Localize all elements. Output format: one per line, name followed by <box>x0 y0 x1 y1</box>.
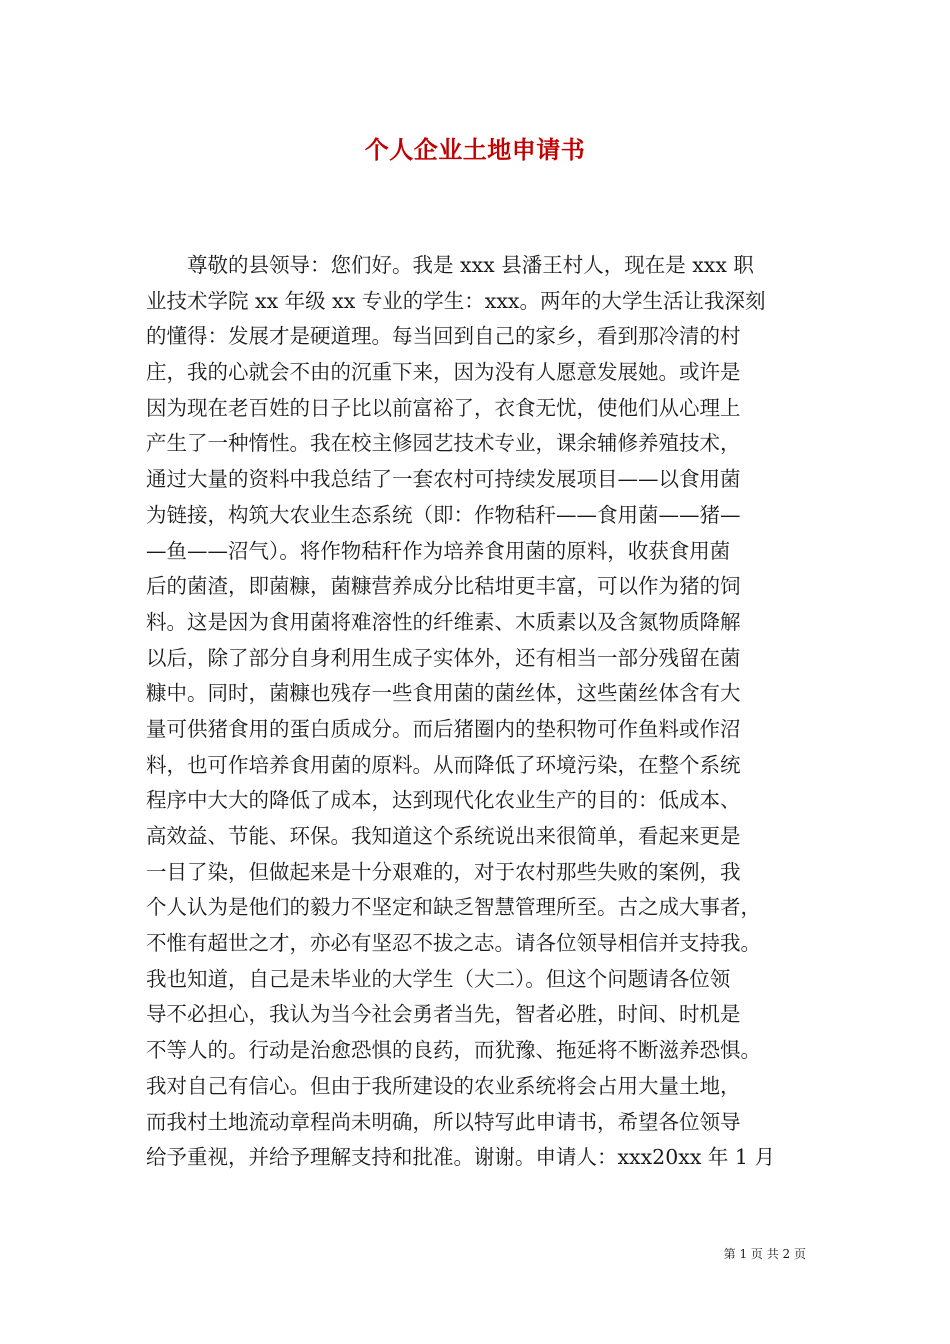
body-line: 糠中。同时，菌糠也残存一些食用菌的菌丝体，这些菌丝体含有大 <box>146 681 741 706</box>
document-title: 个人企业土地申请书 <box>364 135 586 164</box>
document-body <box>146 248 808 1176</box>
body-line: 导不必担心，我认为当今社会勇者当先，智者必胜，时间、时机是 <box>146 1002 741 1027</box>
body-line: 业技术学院 xx 年级 xx 专业的学生：xxx。两年的大学生活让我深刻 <box>146 288 766 313</box>
body-line: 给予重视，并给予理解支持和批准。谢谢。申请人：xxx20xx 年 1 月 <box>146 1145 775 1170</box>
body-line: 因为现在老百姓的日子比以前富裕了，衣食无忧，使他们从心理上 <box>146 395 741 420</box>
body-line: 而我村土地流动章程尚未明确，所以特写此申请书，希望各位领导 <box>146 1109 741 1134</box>
body-line: 通过大量的资料中我总结了一套农村可持续发展项目——以食用菌 <box>146 467 741 492</box>
body-line: 料。这是因为食用菌将难溶性的纤维素、木质素以及含氮物质降解 <box>146 609 741 634</box>
body-line: 量可供猪食用的蛋白质成分。而后猪圈内的垫积物可作鱼料或作沼 <box>146 716 741 741</box>
body-line: 尊敬的县领导：您们好。我是 xxx 县潘王村人，现在是 xxx 职 <box>187 253 754 277</box>
body-line: 的懂得：发展才是硬道理。每当回到自己的家乡，看到那冷清的村 <box>146 324 741 349</box>
page-number-footer: 第 1 页 共 2 页 <box>723 1247 806 1261</box>
body-line: 庄，我的心就会不由的沉重下来，因为没有人愿意发展她。或许是 <box>146 360 741 385</box>
body-line: 料，也可作培养食用菌的原料。从而降低了环境污染，在整个系统 <box>146 752 741 777</box>
body-line: 高效益、节能、环保。我知道这个系统说出来很简单，看起来更是 <box>146 824 741 848</box>
body-line: 程序中大大的降低了成本，达到现代化农业生产的目的：低成本、 <box>146 788 741 813</box>
body-line: 个人认为是他们的毅力不坚定和缺乏智慧管理所至。古之成大事者， <box>146 895 761 920</box>
body-line: 我也知道，自己是未毕业的大学生（大二）。但这个问题请各位领 <box>146 966 731 991</box>
body-line: 不惟有超世之才，亦必有坚忍不拔之志。请各位领导相信并支持我。 <box>146 931 761 956</box>
body-line: 我对自己有信心。但由于我所建设的农业系统将会占用大量土地， <box>146 1073 741 1098</box>
body-line: 一目了染，但做起来是十分艰难的，对于农村那些失败的案例，我 <box>146 859 741 884</box>
body-line: 不等人的。行动是治愈恐惧的良药，而犹豫、拖延将不断滋养恐惧。 <box>146 1038 761 1063</box>
body-line: 为链接，构筑大农业生态系统（即：作物秸秆——食用菌——猪— <box>146 502 741 527</box>
body-line: 产生了一种惰性。我在校主修园艺技术专业，课余辅修养殖技术， <box>146 431 741 456</box>
body-line: 以后，除了部分自身利用生成子实体外，还有相当一部分残留在菌 <box>146 645 741 670</box>
body-line: 后的菌渣，即菌糠，菌糠营养成分比秸坩更丰富，可以作为猪的饲 <box>146 574 741 599</box>
body-line: —鱼——沼气）。将作物秸秆作为培养食用菌的原料，收获食用菌 <box>146 538 731 563</box>
